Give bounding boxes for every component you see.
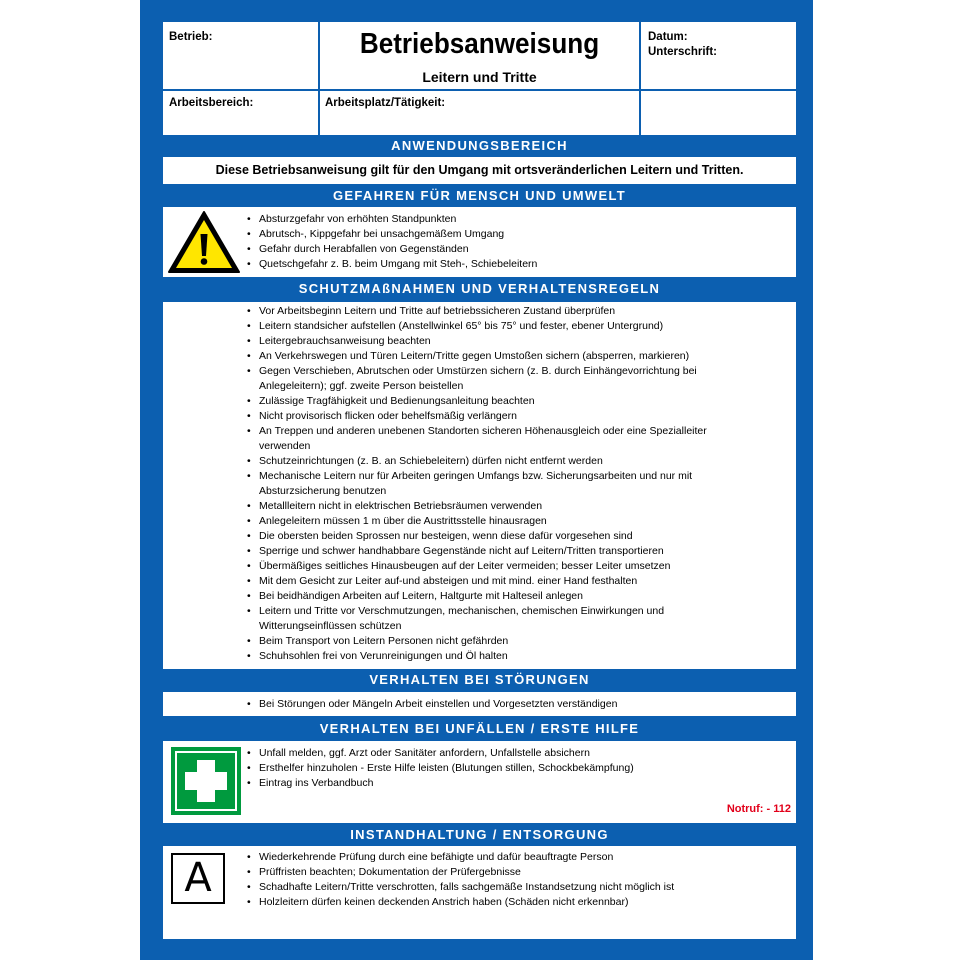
schutzmassnahmen-list xyxy=(246,304,736,664)
unfaelle-list xyxy=(246,746,791,791)
list-item: • Absturzgefahr von erhöhten Standpunkten xyxy=(246,212,791,227)
list-item: • Mechanische Leitern nur für Arbeiten geringen Umfangs bzw. Sicherungsarbeiten und nur mit Absturzsicherung benutzen xyxy=(246,469,736,499)
list-item: • Gegen Verschieben, Abrutschen oder Umstürzen sichern (z. B. durch Einhängevorrichtung bei Anlegeleitern); ggf. zweite Person beistellen xyxy=(246,364,736,394)
list-item: • Leitern und Tritte vor Verschmutzungen, mechanischen, chemischen Einwirkungen und Witterungseinflüssen schützen xyxy=(246,604,736,634)
stoerungen-list xyxy=(246,697,791,712)
first-aid-cross-icon xyxy=(171,747,241,815)
list-item: • Eintrag ins Verbandbuch xyxy=(246,776,791,791)
section-title-unfaelle: VERHALTEN BEI UNFÄLLEN / ERSTE HILFE xyxy=(319,721,640,736)
list-item: • Vor Arbeitsbeginn Leitern und Tritte auf betriebssicheren Zustand überprüfen xyxy=(246,304,736,319)
section-title-anwendungsbereich: ANWENDUNGSBEREICH xyxy=(391,138,568,153)
list-item: • Nicht provisorisch flicken oder behelfsmäßig verlängern xyxy=(246,409,736,424)
warning-triangle-icon xyxy=(167,210,241,274)
list-item: • An Treppen und anderen unebenen Standorten sicheren Höhenausgleich oder eine Spezialleiter verwenden xyxy=(246,424,736,454)
list-item: • Schuhsohlen frei von Verunreinigungen und Öl halten xyxy=(246,649,736,664)
header-divider-v2 xyxy=(639,22,641,135)
list-item: • Metallleitern nicht in elektrischen Betriebsräumen verwenden xyxy=(246,499,736,514)
list-item: • Schutzeinrichtungen (z. B. an Schiebeleitern) dürfen nicht entfernt werden xyxy=(246,454,736,469)
list-item: • Ersthelfer hinzuholen - Erste Hilfe leisten (Blutungen stillen, Schockbekämpfung) xyxy=(246,761,791,776)
list-item: • Gefahr durch Herabfallen von Gegenständen xyxy=(246,242,791,257)
list-item: • Holzleitern dürfen keinen deckenden Anstrich haben (Schäden nicht erkennbar) xyxy=(246,895,791,910)
arbeitsbereich-label: Arbeitsbereich: xyxy=(169,97,254,109)
list-item: • Wiederkehrende Prüfung durch eine befähigte und dafür beauftragte Person xyxy=(246,850,791,865)
list-item: • Sperrige und schwer handhabbare Gegenstände nicht auf Leitern/Tritten transportieren xyxy=(246,544,736,559)
document-title: Betriebsanweisung xyxy=(359,28,600,60)
datum-label: Datum: xyxy=(648,31,688,43)
instandhaltung-list xyxy=(246,850,791,910)
section-title-instandhaltung: INSTANDHALTUNG / ENTSORGUNG xyxy=(350,827,609,842)
unterschrift-label: Unterschrift: xyxy=(648,46,718,58)
list-item: • Unfall melden, ggf. Arzt oder Sanitäter anfordern, Unfallstelle absichern xyxy=(246,746,791,761)
section-title-stoerungen: VERHALTEN BEI STÖRUNGEN xyxy=(369,672,590,687)
list-item: • Leitern standsicher aufstellen (Anstellwinkel 65° bis 75° und fester, ebener Untergrund) xyxy=(246,319,736,334)
list-item: • Zulässige Tragfähigkeit und Bedienungsanleitung beachten xyxy=(246,394,736,409)
arbeitsplatz-label: Arbeitsplatz/Tätigkeit: xyxy=(325,97,446,109)
list-item: • Quetschgefahr z. B. beim Umgang mit Steh-, Schiebeleitern xyxy=(246,257,791,272)
letter-a-glyph: A xyxy=(184,855,212,901)
document-subtitle: Leitern und Tritte xyxy=(422,69,537,85)
list-item: • An Verkehrswegen und Türen Leitern/Tritte gegen Umstoßen sichern (absperren, markieren) xyxy=(246,349,736,364)
list-item: • Übermäßiges seitliches Hinausbeugen auf der Leiter vermeiden; besser Leiter umsetzen xyxy=(246,559,736,574)
list-item: • Abrutsch-, Kippgefahr bei unsachgemäßem Umgang xyxy=(246,227,791,242)
list-item: • Mit dem Gesicht zur Leiter auf-und absteigen und mit mind. einer Hand festhalten xyxy=(246,574,736,589)
list-item: • Schadhafte Leitern/Tritte verschrotten, falls sachgemäße Instandsetzung nicht möglich ist xyxy=(246,880,791,895)
betrieb-label: Betrieb: xyxy=(169,31,213,43)
gefahren-list xyxy=(246,212,791,272)
list-item: • Die obersten beiden Sprossen nur besteigen, wenn diese dafür vorgesehen sind xyxy=(246,529,736,544)
notruf-label: Notruf: - 112 xyxy=(726,803,791,815)
list-item: • Beim Transport von Leitern Personen nicht gefährden xyxy=(246,634,736,649)
header-divider-h xyxy=(163,89,796,91)
section-title-gefahren: GEFAHREN FÜR MENSCH UND UMWELT xyxy=(333,188,626,203)
list-item: • Anlegeleitern müssen 1 m über die Austrittsstelle hinausragen xyxy=(246,514,736,529)
list-item: • Bei beidhändigen Arbeiten auf Leitern, Haltgurte mit Halteseil anlegen xyxy=(246,589,736,604)
letter-a-icon xyxy=(171,853,225,904)
anwendungsbereich-text: Diese Betriebsanweisung gilt für den Umgang mit ortsveränderlichen Leitern und Tritten. xyxy=(215,163,744,177)
list-item: • Bei Störungen oder Mängeln Arbeit einstellen und Vorgesetzten verständigen xyxy=(246,697,791,712)
section-title-schutzmassnahmen: SCHUTZMAßNAHMEN UND VERHALTENSREGELN xyxy=(298,281,661,296)
list-item: • Prüffristen beachten; Dokumentation der Prüfergebnisse xyxy=(246,865,791,880)
list-item: • Leitergebrauchsanweisung beachten xyxy=(246,334,736,349)
